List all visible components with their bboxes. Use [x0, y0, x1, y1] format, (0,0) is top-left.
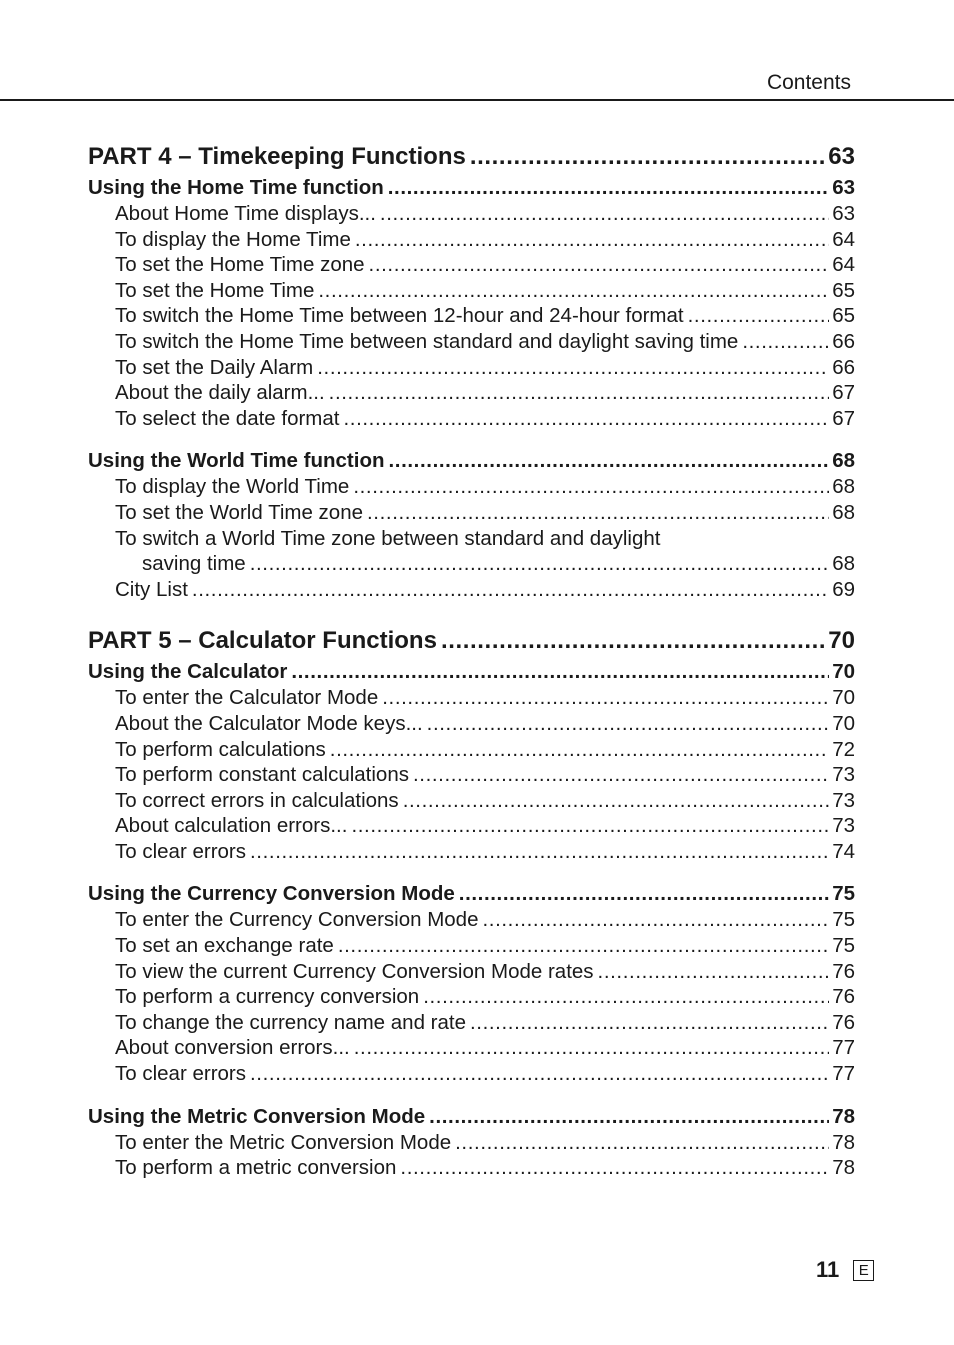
page-ref: 63	[828, 143, 855, 170]
page-ref: 73	[832, 763, 855, 787]
page-ref: 76	[832, 985, 855, 1009]
entry-title: To set the World Time zone	[115, 500, 364, 524]
page-ref: 70	[828, 627, 855, 655]
toc-entry[interactable]	[88, 1061, 855, 1087]
toc-entry[interactable]	[88, 278, 855, 304]
page-ref: 72	[832, 737, 855, 761]
leader-dots	[330, 737, 829, 763]
entry-title: To view the current Currency Conversion Mode rates	[115, 959, 594, 983]
toc-entry[interactable]	[88, 685, 855, 711]
part-title: PART 4 – Timekeeping Functions	[88, 143, 466, 170]
entry-title: To switch the Home Time between 12-hour and 24-hour format	[115, 304, 684, 328]
page-ref: 74	[832, 839, 855, 863]
page-ref: 70	[832, 686, 855, 710]
part-title: PART 5 – Calculator Functions	[88, 627, 437, 655]
entry-title: To clear errors	[115, 839, 247, 863]
page-number: 11	[816, 1257, 840, 1282]
toc-entry[interactable]	[88, 355, 855, 381]
page-footer	[816, 1257, 874, 1283]
section-heading[interactable]	[88, 658, 855, 685]
page-ref: 68	[832, 552, 855, 576]
leader-dots	[291, 658, 829, 685]
page-ref: 75	[832, 882, 855, 906]
page-ref: 68	[832, 449, 855, 473]
entry-title: To enter the Currency Conversion Mode	[115, 908, 479, 932]
part-heading[interactable]	[88, 624, 855, 658]
entry-title: To perform calculations	[115, 737, 326, 761]
leader-dots	[400, 1155, 829, 1181]
entry-title: To enter the Metric Conversion Mode	[115, 1130, 452, 1154]
table-of-contents	[88, 140, 855, 1181]
leader-dots	[338, 933, 829, 959]
page-ref: 68	[832, 475, 855, 499]
section-title: Using the Metric Conversion Mode	[88, 1104, 426, 1128]
toc-entry[interactable]	[88, 737, 855, 763]
leader-dots	[250, 839, 829, 865]
page-ref: 70	[832, 660, 855, 684]
section-title: Using the World Time function	[88, 449, 385, 473]
page-ref: 70	[832, 711, 855, 735]
toc-entry[interactable]	[88, 984, 855, 1010]
leader-dots	[250, 1061, 829, 1087]
leader-dots	[455, 1130, 829, 1156]
page-ref: 75	[832, 934, 855, 958]
leader-dots	[353, 474, 829, 500]
leader-dots	[427, 711, 830, 737]
entry-title: To perform constant calculations	[115, 763, 409, 787]
toc-entry[interactable]	[88, 227, 855, 253]
page-ref: 69	[832, 577, 855, 601]
section-heading[interactable]	[88, 447, 855, 474]
leader-dots	[389, 447, 830, 474]
toc-entry[interactable]	[88, 959, 855, 985]
leader-dots	[388, 174, 829, 201]
leader-dots	[329, 380, 830, 406]
page-ref: 66	[832, 355, 855, 379]
page-ref: 73	[832, 788, 855, 812]
toc-entry[interactable]	[88, 762, 855, 788]
language-code-box: E	[853, 1260, 874, 1281]
toc-entry[interactable]	[88, 907, 855, 933]
leader-dots	[369, 252, 830, 278]
page-ref: 78	[832, 1156, 855, 1180]
entry-title: To correct errors in calculations	[115, 788, 399, 812]
leader-dots	[403, 788, 830, 814]
toc-entry[interactable]	[88, 577, 855, 603]
page-ref: 78	[832, 1130, 855, 1154]
leader-dots	[429, 1103, 829, 1130]
entry-title: To switch the Home Time between standard and daylight saving time	[115, 329, 739, 353]
toc-entry[interactable]	[88, 1155, 855, 1181]
leader-dots	[423, 984, 829, 1010]
toc-entry-wrapped-line[interactable]: To switch a World Time zone between standard and daylight	[115, 526, 661, 550]
page-ref: 66	[832, 329, 855, 353]
entry-title: To perform a currency conversion	[115, 985, 420, 1009]
page-ref: 76	[832, 959, 855, 983]
entry-title: To clear errors	[115, 1062, 247, 1086]
toc-entry[interactable]	[88, 813, 855, 839]
toc-entry[interactable]	[88, 551, 855, 577]
entry-title: saving time	[142, 552, 246, 576]
entry-title: To change the currency name and rate	[115, 1010, 466, 1034]
leader-dots	[380, 201, 829, 227]
toc-entry[interactable]	[88, 788, 855, 814]
toc-entry[interactable]	[88, 201, 855, 227]
header-rule	[0, 99, 954, 101]
page-ref: 77	[832, 1036, 855, 1060]
section-heading[interactable]	[88, 174, 855, 201]
leader-dots	[355, 227, 829, 253]
entry-title: To set the Home Time zone	[115, 253, 365, 277]
page-ref: 64	[832, 227, 855, 251]
entry-title: To select the date format	[115, 406, 340, 430]
leader-dots	[598, 959, 830, 985]
entry-title: About Home Time displays...	[115, 202, 376, 225]
section-title: Using the Calculator	[88, 660, 288, 684]
toc-entry[interactable]	[88, 303, 855, 329]
leader-dots	[441, 624, 825, 658]
toc-entry[interactable]	[88, 500, 855, 526]
leader-dots	[742, 329, 829, 355]
leader-dots	[470, 140, 825, 174]
toc-entry[interactable]	[88, 839, 855, 865]
leader-dots	[317, 355, 829, 381]
entry-title: To display the World Time	[115, 475, 350, 499]
leader-dots	[351, 813, 829, 839]
entry-title: To set the Daily Alarm	[115, 355, 314, 379]
page-ref: 78	[832, 1104, 855, 1128]
leader-dots	[318, 278, 829, 304]
page-ref: 63	[832, 176, 855, 199]
page-ref: 63	[832, 202, 855, 225]
toc-entry[interactable]	[88, 329, 855, 355]
toc-entry[interactable]	[88, 1010, 855, 1036]
leader-dots	[470, 1010, 829, 1036]
section-heading[interactable]	[88, 1103, 855, 1130]
entry-title: About conversion errors...	[115, 1036, 350, 1060]
toc-entry[interactable]	[88, 380, 855, 406]
toc-entry[interactable]	[88, 1035, 855, 1061]
toc-entry[interactable]	[88, 933, 855, 959]
leader-dots	[343, 406, 829, 432]
section-title: Using the Currency Conversion Mode	[88, 882, 455, 906]
entry-title: About calculation errors...	[115, 814, 348, 838]
leader-dots	[367, 500, 829, 526]
section-title: Using the Home Time function	[88, 176, 384, 199]
entry-title: About the Calculator Mode keys...	[115, 711, 423, 735]
leader-dots	[483, 907, 830, 933]
leader-dots	[382, 685, 829, 711]
entry-title: City List	[115, 577, 188, 601]
leader-dots	[413, 762, 829, 788]
entry-title: To set the Home Time	[115, 278, 315, 302]
entry-title: To perform a metric conversion	[115, 1156, 397, 1180]
leader-dots	[459, 880, 829, 907]
page-ref: 64	[832, 253, 855, 277]
toc-entry[interactable]	[88, 406, 855, 432]
page-ref: 65	[832, 278, 855, 302]
toc-entry[interactable]	[88, 1130, 855, 1156]
page-ref: 77	[832, 1062, 855, 1086]
toc-entry[interactable]	[88, 474, 855, 500]
toc-entry[interactable]	[88, 252, 855, 278]
leader-dots	[192, 577, 829, 603]
page-ref: 67	[832, 381, 855, 405]
page-ref: 67	[832, 406, 855, 430]
leader-dots	[688, 303, 830, 329]
section-heading[interactable]	[88, 880, 855, 907]
page-ref: 76	[832, 1010, 855, 1034]
leader-dots	[354, 1035, 829, 1061]
entry-title: To display the Home Time	[115, 227, 351, 251]
page-ref: 75	[832, 908, 855, 932]
entry-title: To set an exchange rate	[115, 934, 334, 958]
page-ref: 65	[832, 304, 855, 328]
header-label: Contents	[766, 71, 851, 94]
toc-entry[interactable]	[88, 711, 855, 737]
entry-title: About the daily alarm...	[115, 381, 325, 405]
entry-title: To enter the Calculator Mode	[115, 686, 379, 710]
page-ref: 68	[832, 500, 855, 524]
page-ref: 73	[832, 814, 855, 838]
part-heading[interactable]	[88, 140, 855, 174]
leader-dots	[250, 551, 830, 577]
